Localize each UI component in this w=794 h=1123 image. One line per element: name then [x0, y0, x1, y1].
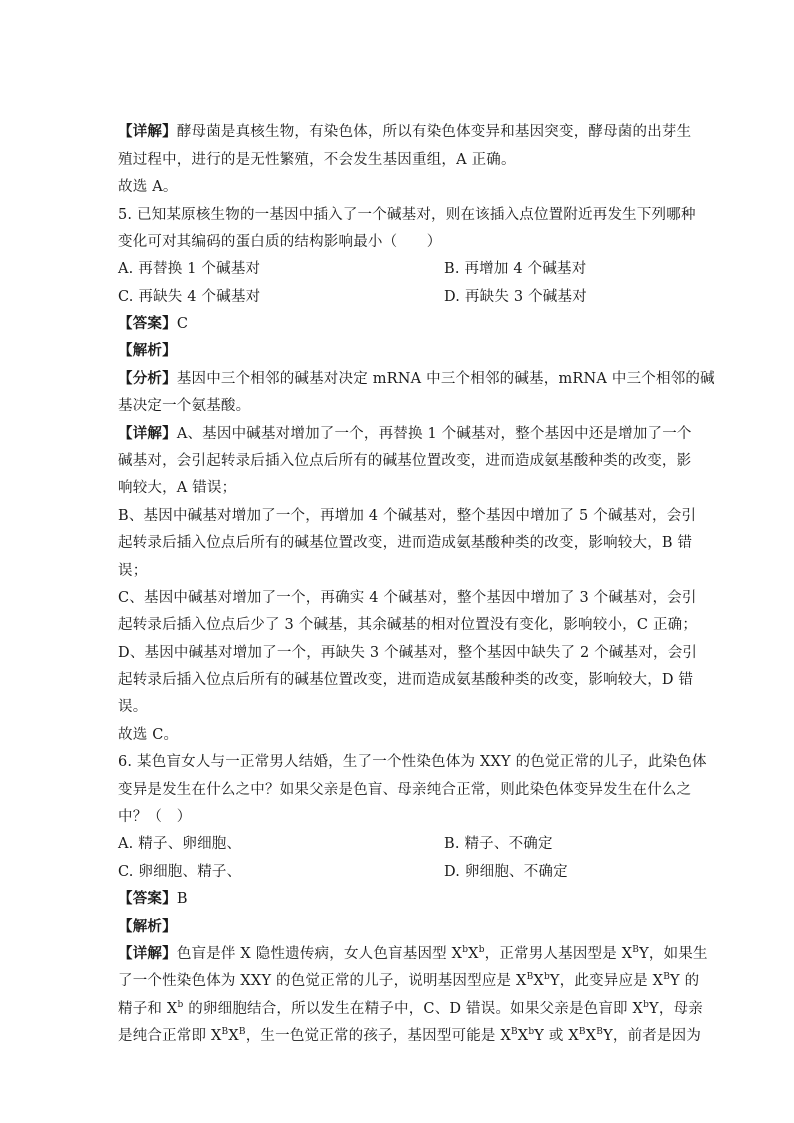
q5-detail-line-4: B、基因中碱基对增加了一个，再增加 4 个碱基对，整个基因中增加了 5 个碱基对，会引 [118, 508, 697, 524]
q6-analysis-label: 【解析】 [118, 918, 177, 935]
allele-superscript: b [543, 972, 550, 983]
q5-stem-line-1: 5. 已知某原核生物的一基因中插入了一个碱基对，则在该插入点位置附近再发生下列哪种 [118, 207, 696, 223]
q6-answer: 【答案】B [118, 890, 188, 907]
allele-superscript: B [221, 1027, 229, 1038]
allele-superscript: b [478, 945, 485, 956]
choose-a-line: 故选 A。 [118, 179, 178, 195]
allele-superscript: b [177, 1000, 184, 1011]
q5-detail-line-3: 响较大，A 错误； [118, 480, 237, 496]
allele-superscript: B [510, 1027, 518, 1038]
q5-detail-line-7: C、基因中碱基对增加了一个，再确实 4 个碱基对，整个基因中增加了 3 个碱基对，会引 [118, 590, 697, 606]
q5-answer: 【答案】C [118, 315, 189, 332]
q5-detail-line-11: 误。 [118, 699, 148, 715]
q5-detail-line-10: 起转录后插入位点后所有的碱基位置改变，进而造成氨基酸种类的改变，影响较大，D 错 [118, 672, 694, 688]
allele-superscript: B [663, 972, 671, 983]
q5-choose-line: 故选 C。 [118, 727, 179, 743]
allele-superscript: B [238, 1027, 246, 1038]
q5-option-c: C. 再缺失 4 个碱基对 [118, 289, 261, 305]
allele-superscript: b [462, 945, 469, 956]
q6-option-c: C. 卵细胞、精子、 [118, 864, 242, 880]
q6-stem-line-1: 6. 某色盲女人与一正常男人结婚，生了一个性染色体为 XXY 的色觉正常的儿子，此染色体 [118, 754, 707, 770]
q5-fenxi-line-2: 基决定一个氨基酸。 [118, 398, 251, 414]
allele-superscript: B [578, 1027, 586, 1038]
allele-superscript: B [596, 1027, 604, 1038]
detail-label: 【详解】 [118, 123, 177, 140]
q5-detail-line-5: 起转录后插入位点后所有的碱基位置改变，进而造成氨基酸种类的改变，影响较大，B 错 [118, 535, 693, 551]
q5-option-b: B. 再增加 4 个碱基对 [444, 261, 587, 277]
allele-superscript: B [632, 945, 640, 956]
q6-option-a: A. 精子、卵细胞、 [118, 836, 242, 852]
q6-stem-line-3: 中？（ ） [118, 809, 192, 825]
allele-superscript: b [643, 1000, 650, 1011]
q6-detail-line-1: 【详解】色盲是伴 X 隐性遗传病，女人色盲基因型 $X^bX^b$，正常男人基因型是 $X^BY$，如果生 [118, 945, 708, 962]
allele-superscript: B [526, 972, 534, 983]
q6-detail-line-3: 精子和 $X^b$ 的卵细胞结合，所以发生在精子中，C、D 错误。如果父亲是色盲即 $X^bY$，母亲 [118, 1000, 703, 1017]
q5-detail-line-6: 误； [118, 563, 148, 579]
q6-stem-line-2: 变异是发生在什么之中？如果父亲是色盲、母亲纯合正常，则此染色体变异发生在什么之 [118, 782, 692, 798]
q5-fenxi-line-1: 【分析】基因中三个相邻的碱基对决定 mRNA 中三个相邻的碱基，mRNA 中三个相邻的碱 [118, 370, 715, 387]
q5-detail-line-8: 起转录后插入位点后少了 3 个碱基，其余碱基的相对位置没有变化，影响较小，C 正确； [118, 617, 698, 633]
allele-superscript: b [528, 1027, 535, 1038]
q5-stem-line-2: 变化可对其编码的蛋白质的结构影响最小（ ） [118, 234, 442, 250]
q5-detail-line-1: 【详解】A、基因中碱基对增加了一个，再替换 1 个碱基对，整个基因中还是增加了一个 [118, 425, 692, 442]
q5-detail-line-2: 碱基对，会引起转录后插入位点后所有的碱基位置改变，进而造成氨基酸种类的改变，影 [118, 453, 692, 469]
q6-detail-line-2: 了一个性染色体为 XXY 的色觉正常的儿子，说明基因型应是 $X^BX^bY$，此变异应是 $X^BY$ 的 [118, 972, 700, 989]
q5-option-d: D. 再缺失 3 个碱基对 [444, 289, 587, 305]
detail-line-1: 【详解】酵母菌是真核生物，有染色体，所以有染色体变异和基因突变，酵母菌的出芽生 [118, 123, 692, 140]
q6-detail-line-4: 是纯合正常即 $X^BX^B$，生一色觉正常的孩子，基因型可能是 $X^BX^bY$ 或 $X^BX^BY$，前者是因为 [118, 1027, 702, 1044]
q6-option-b: B. 精子、不确定 [444, 836, 553, 852]
q5-detail-line-9: D、基因中碱基对增加了一个，再缺失 3 个碱基对，整个基因中缺失了 2 个碱基对，会引 [118, 645, 698, 661]
q6-option-d: D. 卵细胞、不确定 [444, 864, 568, 880]
q5-analysis-label: 【解析】 [118, 342, 177, 359]
detail-line-2: 殖过程中，进行的是无性繁殖，不会发生基因重组，A 正确。 [118, 152, 516, 168]
q5-option-a: A. 再替换 1 个碱基对 [118, 261, 261, 277]
